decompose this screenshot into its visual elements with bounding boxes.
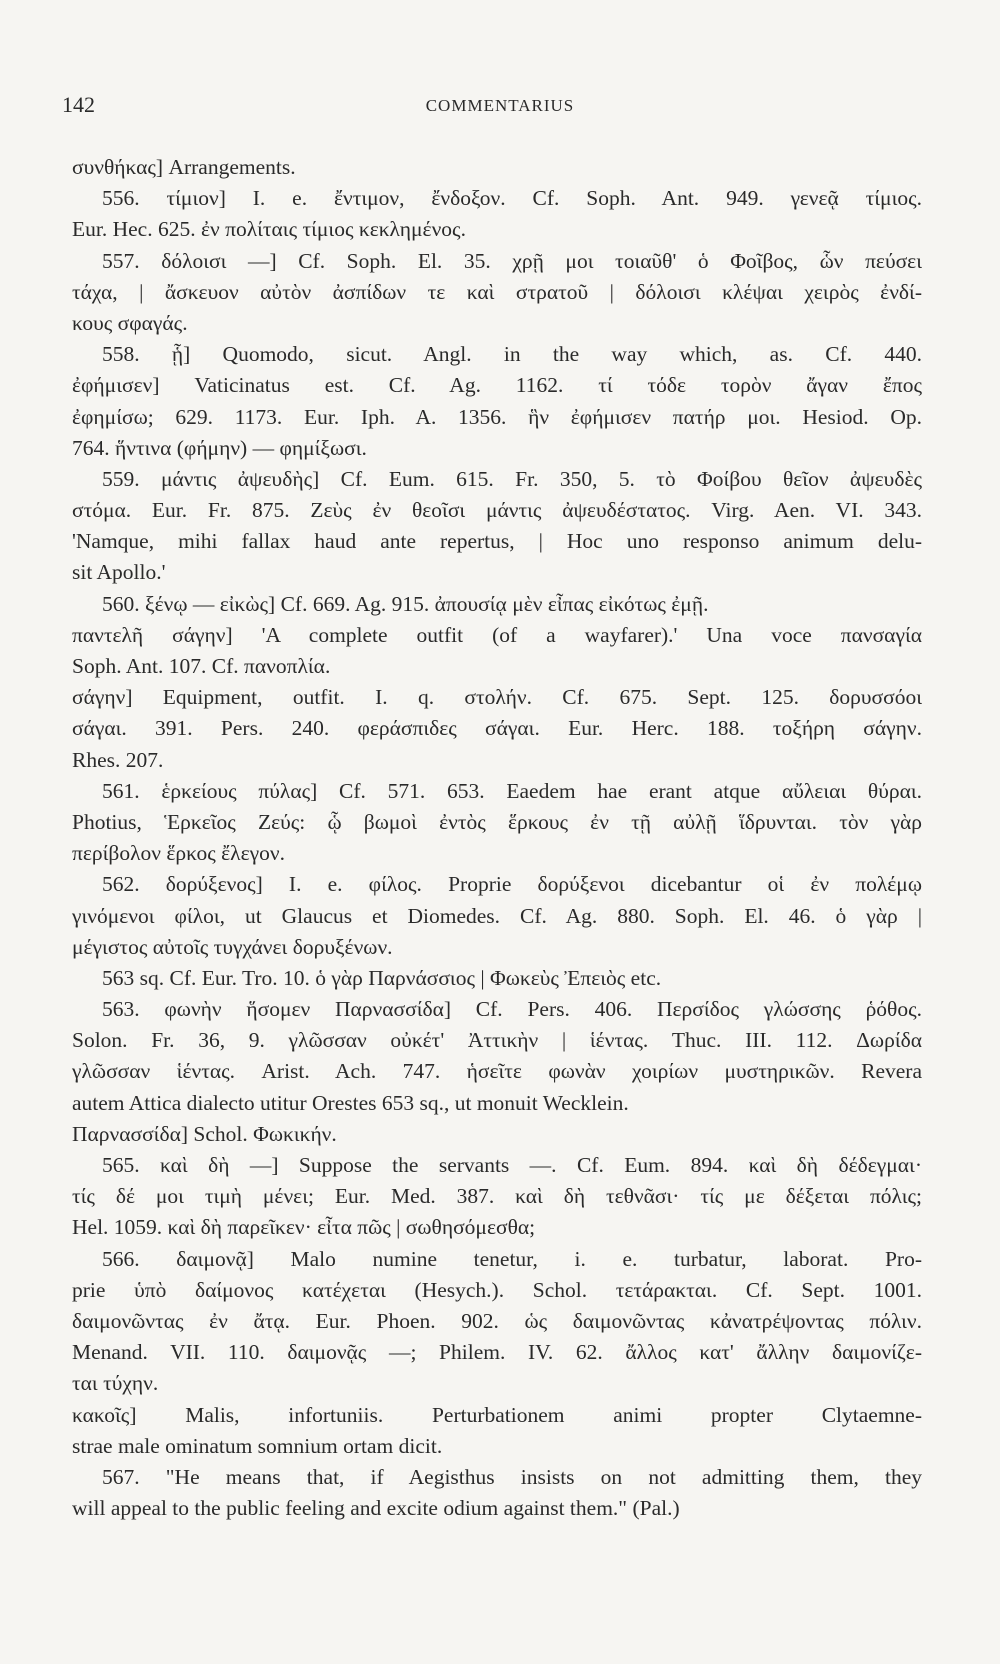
- text-line: κους σφαγάς.: [72, 310, 188, 335]
- text-line: κακοῖς] Malis, infortuniis. Perturbationem animi propter Clytaemne-: [72, 1402, 922, 1427]
- text-line: ἐφημίσω; 629. 1173. Eur. Iph. A. 1356. ἣν ἐφήμισεν πατήρ μοι. Hesiod. Op.: [72, 404, 922, 429]
- text-line: will appeal to the public feeling and excite odium against them." (Pal.): [72, 1496, 680, 1521]
- text-line: Menand. VII. 110. δαιμονᾷς —; Philem. IV. 62. ἄλλος κατ' ἄλλην δαιμονίζε-: [72, 1340, 922, 1365]
- text-line: Παρνασσίδα] Schol. Φωκικήν.: [72, 1121, 337, 1146]
- text-line: 566. δαιμονᾷ] Malo numine tenetur, i. e. turbatur, laborat. Pro-: [102, 1246, 922, 1271]
- text-line: τίς δέ μοι τιμὴ μένει; Eur. Med. 387. καὶ δὴ τεθνᾶσι· τίς με δέξεται πόλις;: [72, 1184, 922, 1209]
- page-number: 142: [62, 92, 95, 117]
- text-line: autem Attica dialecto utitur Orestes 653 sq., ut monuit Wecklein.: [72, 1090, 629, 1115]
- text-line: strae male ominatum somnium ortam dicit.: [72, 1433, 443, 1458]
- text-line: τάχα, | ἄσκευον αὐτὸν ἀσπίδων τε καὶ στρατοῦ | δόλοισι κλέψαι χειρὸς ἐνδί-: [72, 279, 922, 304]
- text-line: ται τύχην.: [72, 1371, 159, 1396]
- text-line: περίβολον ἕρκος ἔλεγον.: [72, 841, 285, 866]
- text-line: 559. μάντις ἀψευδὴς] Cf. Eum. 615. Fr. 350, 5. τὸ Φοίβου θεῖον ἀψευδὲς: [102, 466, 922, 491]
- text-line: σάγαι. 391. Pers. 240. φεράσπιδες σάγαι. Eur. Herc. 188. τοξήρη σάγην.: [72, 716, 922, 741]
- text-line: 565. καὶ δὴ —] Suppose the servants —. Cf. Eum. 894. καὶ δὴ δέδεγμαι·: [102, 1153, 922, 1177]
- text-line: 560. ξένῳ — εἰκὼς] Cf. 669. Ag. 915. ἀπουσίᾳ μὲν εἶπας εἰκότως ἐμῇ.: [102, 591, 709, 616]
- text-line: 'Namque, mihi fallax haud ante repertus, | Hoc uno responso animum delu-: [72, 529, 922, 554]
- text-line: Eur. Hec. 625. ἐν πολίταις τίμιος κεκλημένος.: [72, 217, 466, 242]
- text-line: συνθήκας] Arrangements.: [72, 155, 296, 179]
- text-line: 764. ἥντινα (φήμην) — φημίξωσι.: [72, 435, 367, 460]
- text-line: 562. δορύξενος] I. e. φίλος. Proprie δορύξενοι dicebantur οἱ ἐν πολέμῳ: [102, 872, 922, 897]
- text-line: prie ὑπὸ δαίμονος κατέχεται (Hesych.). Schol. τετάρακται. Cf. Sept. 1001.: [72, 1277, 922, 1302]
- text-line: σάγην] Equipment, outfit. I. q. στολήν. Cf. 675. Sept. 125. δορυσσόοι: [72, 685, 922, 710]
- text-line: 561. ἑρκείους πύλας] Cf. 571. 653. Eaedem hae erant atque αὔλειαι θύραι.: [102, 778, 922, 803]
- text-line: 563. φωνὴν ἥσομεν Παρνασσίδα] Cf. Pers. 406. Περσίδος γλώσσης ῥόθος.: [102, 997, 922, 1022]
- text-line: 556. τίμιον] I. e. ἔντιμον, ἔνδοξον. Cf. Soph. Ant. 949. γενεᾷ τίμιος.: [102, 186, 922, 211]
- commentary-body: [72, 152, 922, 1524]
- text-line: sit Apollo.': [72, 560, 166, 585]
- text-line: μέγιστος αὐτοῖς τυγχάνει δορυξένων.: [72, 934, 393, 959]
- text-line: παντελῆ σάγην] 'A complete outfit (of a wayfarer).' Una voce πανσαγία: [72, 622, 922, 647]
- text-line: στόμα. Eur. Fr. 875. Ζεὺς ἐν θεοῖσι μάντις ἀψευδέστατος. Virg. Aen. VI. 343.: [72, 498, 922, 523]
- text-line: Photius, Ἑρκεῖος Ζεύς: ᾧ βωμοὶ ἐντὸς ἕρκους ἐν τῇ αὐλῇ ἵδρυνται. τὸν γὰρ: [72, 809, 922, 834]
- text-line: ἐφήμισεν] Vaticinatus est. Cf. Ag. 1162. τί τόδε τορὸν ἄγαν ἔπος: [72, 373, 922, 398]
- running-title: COMMENTARIUS: [425, 96, 575, 115]
- text-line: γινόμενοι φίλοι, ut Glaucus et Diomedes. Cf. Ag. 880. Soph. El. 46. ὁ γὰρ |: [72, 903, 922, 928]
- text-line: Solon. Fr. 36, 9. γλῶσσαν οὐκέτ' Ἀττικὴν | ἱέντας. Thuc. III. 112. Δωρίδα: [72, 1028, 922, 1053]
- text-line: Hel. 1059. καὶ δὴ παρεῖκεν· εἶτα πῶς | σωθησόμεσθα;: [72, 1215, 536, 1240]
- text-line: 563 sq. Cf. Eur. Tro. 10. ὁ γὰρ Παρνάσσιος | Φωκεὺς Ἐπειὸς etc.: [102, 965, 662, 990]
- text-line: 558. ᾗ] Quomodo, sicut. Angl. in the way which, as. Cf. 440.: [102, 342, 922, 367]
- running-head: [62, 92, 938, 122]
- text-line: Rhes. 207.: [72, 747, 164, 772]
- text-line: Soph. Ant. 107. Cf. πανοπλία.: [72, 654, 331, 678]
- text-line: δαιμονῶντας ἐν ἄτᾳ. Eur. Phoen. 902. ὡς δαιμονῶντας κἀνατρέψοντας πόλιν.: [72, 1308, 922, 1333]
- text-line: γλῶσσαν ἱέντας. Arist. Ach. 747. ἡσεῖτε φωνὰν χοιρίων μυστηρικῶν. Revera: [72, 1059, 922, 1084]
- text-line: 557. δόλοισι —] Cf. Soph. El. 35. χρῇ μοι τοιαῦθ' ὁ Φοῖβος, ὧν πεύσει: [102, 248, 922, 273]
- text-line: 567. "He means that, if Aegisthus insists on not admitting them, they: [102, 1464, 922, 1489]
